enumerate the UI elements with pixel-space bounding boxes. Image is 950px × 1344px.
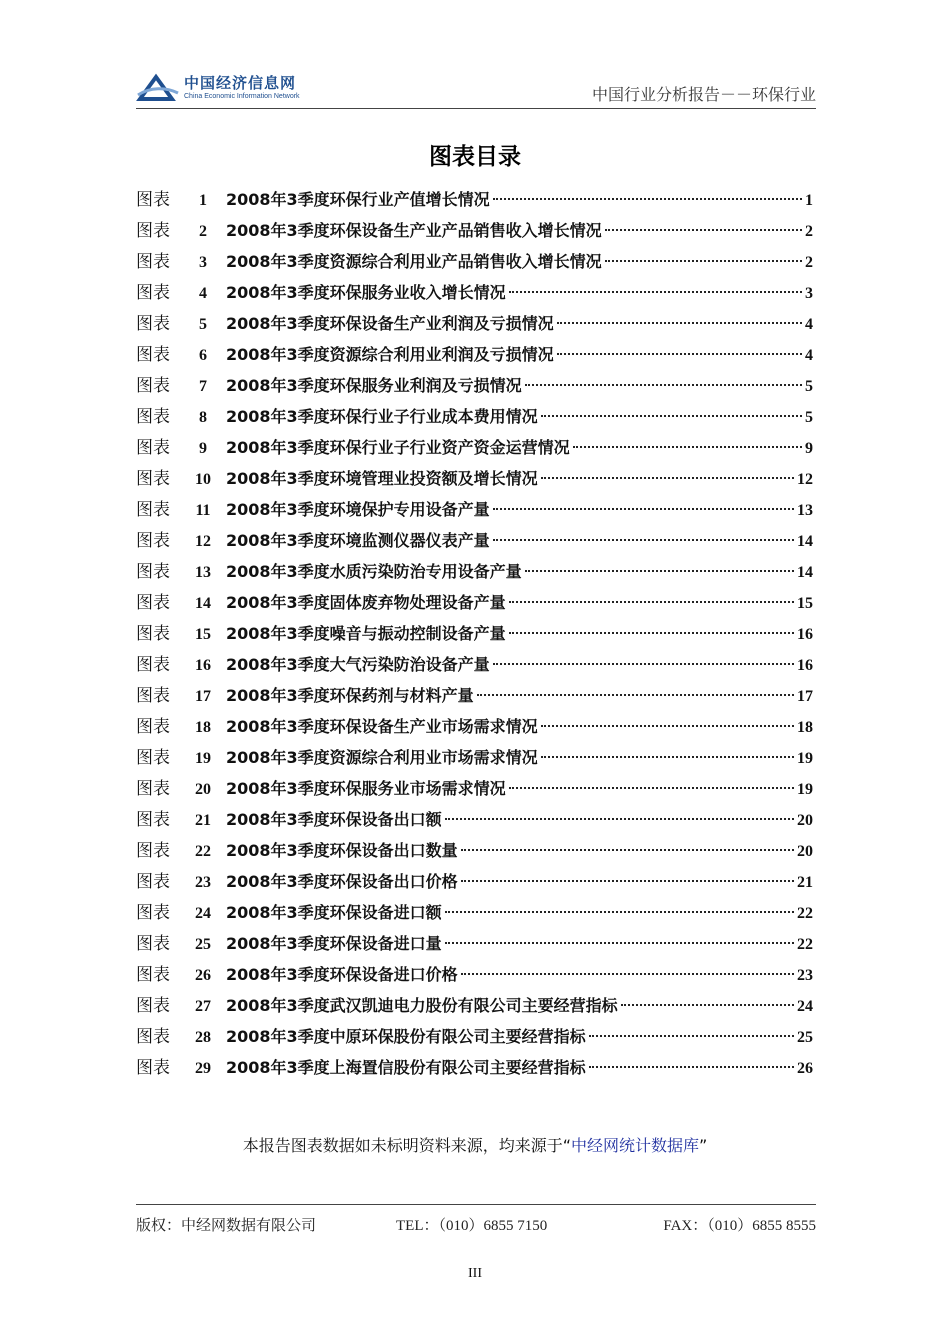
toc-entry-title: 2008年3季度中原环保股份有限公司主要经营指标 [226,1027,586,1046]
toc-leader-dots [541,756,794,758]
toc-entry-number: 29 [195,1060,211,1077]
toc-entry-title: 2008年3季度资源综合利用业利润及亏损情况 [226,345,554,364]
toc-entry-page: 20 [797,843,813,860]
toc-entry[interactable] [136,835,813,866]
toc-entry[interactable] [136,525,813,556]
toc-entry[interactable] [136,184,813,215]
toc-entry[interactable] [136,866,813,897]
toc-entry[interactable] [136,432,813,463]
cei-logo-icon [136,73,180,103]
toc-leader-dots [493,663,794,665]
toc-entry-label: 图表 [136,314,170,334]
toc-entry-label: 图表 [136,407,170,427]
toc-entry-title: 2008年3季度环境保护专用设备产量 [226,500,490,519]
toc-leader-dots [557,322,802,324]
toc-entry-label: 图表 [136,934,170,954]
toc-entry-number: 14 [195,595,211,612]
toc-entry-label: 图表 [136,438,170,458]
toc-entry-label: 图表 [136,872,170,892]
footer-divider [136,1204,816,1205]
toc-entry-number: 6 [199,347,207,364]
toc-leader-dots [445,818,794,820]
toc-entry-number: 2 [199,223,207,240]
toc-entry-title: 2008年3季度环境管理业投资额及增长情况 [226,469,538,488]
toc-entry-page: 19 [797,781,813,798]
toc-entry-page: 21 [797,874,813,891]
toc-entry-label: 图表 [136,531,170,551]
toc-entry-title: 2008年3季度环保设备出口价格 [226,872,458,891]
toc-entry-page: 1 [805,192,813,209]
toc-entry-number: 11 [195,502,211,519]
toc-entry-number: 25 [195,936,211,953]
toc-entry-number: 26 [195,967,211,984]
toc-entry[interactable] [136,587,813,618]
toc-leader-dots [461,880,794,882]
toc-entry-page: 25 [797,1029,813,1046]
toc-entry-label: 图表 [136,1058,170,1078]
toc-entry-number: 19 [195,750,211,767]
toc-entry[interactable] [136,928,813,959]
toc-entry-label: 图表 [136,500,170,520]
toc-entry-label: 图表 [136,376,170,396]
toc-leader-dots [509,291,802,293]
toc-entry-number: 12 [195,533,211,550]
toc-entry-page: 22 [797,936,813,953]
toc-entry-number: 20 [195,781,211,798]
toc-entry-label: 图表 [136,345,170,365]
toc-entry-page: 20 [797,812,813,829]
toc-entry[interactable] [136,897,813,928]
toc-leader-dots [605,229,802,231]
toc-entry-title: 2008年3季度环保设备生产业利润及亏损情况 [226,314,554,333]
footer-tel: TEL：（010）6855 7150 [396,1218,548,1234]
toc-entry-label: 图表 [136,717,170,737]
toc-list [136,184,813,1083]
source-note-suffix: ” [699,1136,708,1155]
toc-entry-number: 18 [195,719,211,736]
toc-entry-number: 27 [195,998,211,1015]
toc-entry-title: 2008年3季度环保药剂与材料产量 [226,686,474,705]
toc-entry[interactable] [136,556,813,587]
toc-entry[interactable] [136,401,813,432]
toc-entry-title: 2008年3季度环保设备出口额 [226,810,442,829]
toc-leader-dots [445,911,794,913]
toc-leader-dots [493,539,794,541]
toc-leader-dots [509,632,794,634]
report-title: 中国行业分析报告－－环保行业 [591,85,816,104]
toc-entry-page: 14 [797,533,813,550]
toc-leader-dots [477,694,794,696]
toc-entry-title: 2008年3季度环保服务业利润及亏损情况 [226,376,522,395]
toc-entry[interactable] [136,742,813,773]
toc-entry-label: 图表 [136,190,170,210]
toc-entry-page: 4 [805,316,813,333]
toc-entry[interactable] [136,680,813,711]
header-divider [136,108,816,109]
toc-entry-number: 23 [195,874,211,891]
toc-entry-number: 15 [195,626,211,643]
toc-entry-number: 24 [195,905,211,922]
toc-entry-title: 2008年3季度环保设备进口量 [226,934,442,953]
toc-leader-dots [461,973,794,975]
toc-leader-dots [445,942,794,944]
toc-entry-number: 21 [195,812,211,829]
toc-entry-number: 13 [195,564,211,581]
toc-entry-page: 4 [805,347,813,364]
toc-entry[interactable] [136,215,813,246]
toc-entry-title: 2008年3季度环境监测仪器仪表产量 [226,531,490,550]
footer-copyright: 版权：中经网数据有限公司 [136,1216,317,1234]
toc-leader-dots [589,1066,794,1068]
toc-entry-page: 15 [797,595,813,612]
toc-entry-number: 10 [195,471,211,488]
toc-leader-dots [509,601,794,603]
toc-leader-dots [541,477,794,479]
toc-entry[interactable] [136,1021,813,1052]
cei-logo [136,70,300,106]
toc-entry-page: 3 [805,285,813,302]
toc-entry[interactable] [136,339,813,370]
toc-entry-page: 23 [797,967,813,984]
toc-entry-number: 22 [195,843,211,860]
toc-entry-page: 14 [797,564,813,581]
toc-entry-number: 3 [199,254,207,271]
toc-entry[interactable] [136,308,813,339]
toc-entry-page: 17 [797,688,813,705]
toc-entry-number: 16 [195,657,211,674]
toc-entry-label: 图表 [136,221,170,241]
toc-entry-title: 2008年3季度资源综合利用业市场需求情况 [226,748,538,767]
toc-entry-label: 图表 [136,252,170,272]
toc-entry[interactable] [136,463,813,494]
toc-entry-number: 7 [199,378,207,395]
toc-entry[interactable] [136,773,813,804]
page-header [136,66,816,108]
toc-entry-page: 9 [805,440,813,457]
toc-entry-page: 16 [797,626,813,643]
toc-leader-dots [493,508,794,510]
toc-entry-page: 2 [805,223,813,240]
toc-entry-page: 16 [797,657,813,674]
toc-entry-number: 4 [199,285,207,302]
logo-text-cn: 中国经济信息网 [184,74,297,92]
toc-entry-label: 图表 [136,779,170,799]
toc-entry-label: 图表 [136,903,170,923]
toc-leader-dots [509,787,794,789]
toc-entry-title: 2008年3季度噪音与振动控制设备产量 [226,624,506,643]
toc-leader-dots [605,260,802,262]
toc-entry[interactable] [136,649,813,680]
toc-entry[interactable] [136,990,813,1021]
page-number: III [468,1266,482,1281]
toc-leader-dots [525,384,802,386]
toc-entry-title: 2008年3季度武汉凯迪电力股份有限公司主要经营指标 [226,996,618,1015]
toc-entry-page: 5 [805,378,813,395]
logo-text-en: China Economic Information Network [184,93,300,100]
toc-entry-title: 2008年3季度环保设备生产业产品销售收入增长情况 [226,221,602,240]
toc-leader-dots [589,1035,794,1037]
toc-entry-label: 图表 [136,965,170,985]
toc-entry-title: 2008年3季度环保设备出口数量 [226,841,458,860]
toc-entry-number: 28 [195,1029,211,1046]
toc-entry-label: 图表 [136,655,170,675]
toc-entry-title: 2008年3季度环保行业子行业资产资金运营情况 [226,438,570,457]
toc-leader-dots [525,570,794,572]
toc-entry-label: 图表 [136,562,170,582]
toc-leader-dots [621,1004,794,1006]
toc-entry-label: 图表 [136,624,170,644]
toc-entry-title: 2008年3季度环保设备生产业市场需求情况 [226,717,538,736]
toc-entry[interactable] [136,959,813,990]
toc-entry-label: 图表 [136,1027,170,1047]
toc-entry-label: 图表 [136,283,170,303]
toc-leader-dots [541,725,794,727]
toc-entry-title: 2008年3季度环保服务业收入增长情况 [226,283,506,302]
toc-entry-label: 图表 [136,810,170,830]
toc-entry-label: 图表 [136,469,170,489]
toc-entry-title: 2008年3季度环保服务业市场需求情况 [226,779,506,798]
toc-entry-label: 图表 [136,748,170,768]
toc-entry-title: 2008年3季度上海置信股份有限公司主要经营指标 [226,1058,586,1077]
toc-leader-dots [461,849,794,851]
toc-entry-number: 1 [199,192,207,209]
toc-entry[interactable] [136,277,813,308]
toc-entry-page: 12 [797,471,813,488]
toc-entry-title: 2008年3季度环保行业产值增长情况 [226,190,490,209]
source-database-name: 中经网统计数据库 [570,1136,699,1155]
toc-entry-number: 17 [195,688,211,705]
toc-entry-page: 24 [797,998,813,1015]
toc-entry-title: 2008年3季度水质污染防治专用设备产量 [226,562,522,581]
toc-entry-number: 5 [199,316,207,333]
toc-entry-label: 图表 [136,593,170,613]
page-footer [136,1214,816,1238]
toc-entry-title: 2008年3季度固体废弃物处理设备产量 [226,593,506,612]
toc-entry-page: 18 [797,719,813,736]
toc-entry[interactable] [136,246,813,277]
toc-entry-page: 5 [805,409,813,426]
toc-entry-label: 图表 [136,841,170,861]
toc-leader-dots [493,198,802,200]
toc-entry[interactable] [136,804,813,835]
toc-entry[interactable] [136,1052,813,1083]
toc-entry[interactable] [136,494,813,525]
toc-entry-page: 26 [797,1060,813,1077]
footer-fax: FAX：（010）6855 8555 [663,1218,816,1234]
source-note-prefix: 本报告图表数据如未标明资料来源，均来源于“ [242,1136,571,1155]
toc-entry-page: 2 [805,254,813,271]
toc-entry-title: 2008年3季度环保行业子行业成本费用情况 [226,407,538,426]
toc-entry-label: 图表 [136,686,170,706]
toc-entry-number: 8 [199,409,207,426]
toc-entry-label: 图表 [136,996,170,1016]
toc-entry-title: 2008年3季度环保设备进口额 [226,903,442,922]
toc-entry[interactable] [136,370,813,401]
source-note [0,1133,950,1156]
toc-leader-dots [557,353,802,355]
toc-entry-title: 2008年3季度资源综合利用业产品销售收入增长情况 [226,252,602,271]
toc-entry-page: 19 [797,750,813,767]
toc-entry-page: 22 [797,905,813,922]
toc-entry-number: 9 [199,440,207,457]
toc-leader-dots [541,415,802,417]
toc-leader-dots [573,446,802,448]
toc-entry[interactable] [136,711,813,742]
toc-entry-title: 2008年3季度大气污染防治设备产量 [226,655,490,674]
toc-title: 图表目录 [429,144,521,170]
toc-entry[interactable] [136,618,813,649]
toc-entry-title: 2008年3季度环保设备进口价格 [226,965,458,984]
toc-entry-page: 13 [797,502,813,519]
